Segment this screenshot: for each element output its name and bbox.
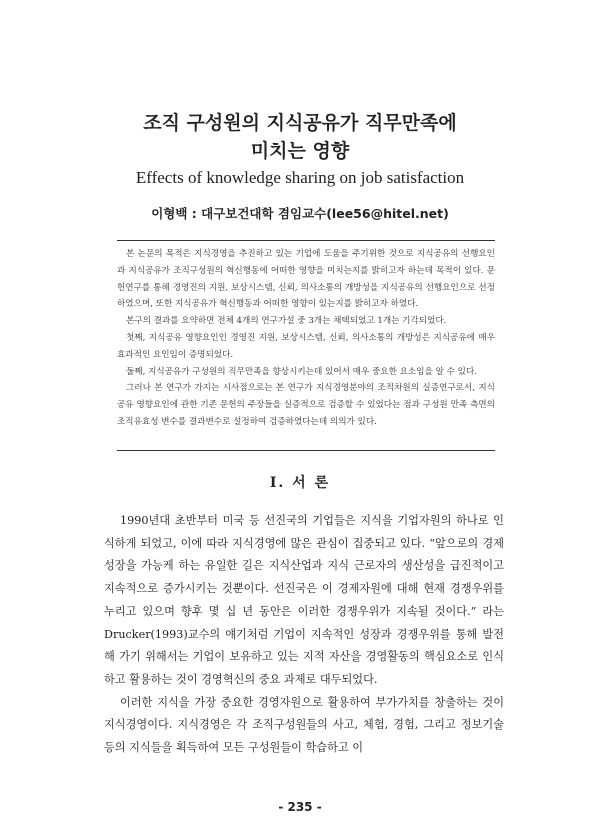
body-paragraph: 1990년대 초반부터 미국 등 선진국의 기업들은 지식을 기업자원의 하나로 인식하게 되었고, 이에 따라 지식경영에 많은 관심이 집중되고 있다. “앞으로의 경제 성장을 가능케 하는 유일한 길은 지식산업과 지식 근로자의 생산성을 급진적이고 지속적으로 증가시키는 것뿐이다. 선진국은 이 경제자원에 대해 현재 경쟁우위를 누리고 있으며 향후 몇 십 년 동안은 이러한 경쟁우위가 지속될 것이다.” 라는 Drucker(1993)교수의 얘기처럼 기업이 지속적인 성장과 경쟁우위를 통해 발전해 가기 위해서는 기업이 보유하고 있는 지적 자산을 경영활동의 핵심요소로 인식하고 활용하는 것이 경영혁신의 중요 과제로 대두되었다. [104,514,504,686]
paper-title-line-2: 미치는 영향 [250,140,350,162]
abstract-paragraph: 본구의 결과를 요약하면 전체 4개의 연구가설 중 3개는 채택되었고 1개는 기각되었다. [126,316,447,327]
abstract-paragraph: 첫째, 지식공유 영향요인인 경영진 지원, 보상시스템, 신뢰, 의사소통의 개방성은 지식공유에 매우 효과적인 요인임이 증명되었다. [117,332,495,360]
page-number: - 235 - [278,800,322,814]
abstract-paragraph: 둘째, 지식공유가 구성원의 직무만족을 향상시키는데 있어서 매우 중요한 요소임을 알 수 있다. [126,366,477,377]
body-text [104,510,504,760]
abstract-top-rule [117,240,495,241]
abstract-bottom-rule [117,450,495,451]
abstract-paragraph: 본 논문의 목적은 지식경영을 추진하고 있는 기업에 도움을 주기위한 것으로 지식공유의 선행요인과 지식공유가 조직구성원의 혁신행동에 어떠한 영향을 미치는지를 밝히고자 하는데 목적이 있다. 문헌연구를 통해 경영진의 지원, 보상시스템, 신뢰, 의사소통의 개방성을 지식공유의 선행요인으로 선정하였으며, 또한 지식공유가 혁신행동과 어떠한 영향이 있는지를 밝히고자 하였다. [117,249,495,310]
abstract [117,246,495,431]
paper-title-english: Effects of knowledge sharing on job satisfaction [135,168,465,187]
paper-title-line-1: 조직 구성원의 지식공유가 직무만족에 [143,112,457,134]
section-heading: Ⅰ. 서 론 [269,475,331,491]
author-line: 이형백 : 대구보건대학 겸임교수(lee56@hitel.net) [151,206,449,221]
body-paragraph: 이러한 지식을 가장 중요한 경영자원으로 활용하여 부가가치를 창출하는 것이 지식경영이다. 지식경영은 각 조직구성원들의 사고, 체험, 경험, 그리고 정보기술 등의 지식들을 획득하여 모든 구성원들이 학습하고 이 [104,695,504,755]
abstract-paragraph: 그러나 본 연구가 가지는 시사점으로는 본 연구가 지식경영분야의 조직차원의 실증연구로서, 지식공유 영향요인에 관한 기존 문헌의 주장들을 실증적으로 검증할 수 있었다는 점과 구성원 만족 측면의 조직유효성 변수를 결과변수로 설정하여 검증하였다는데 의의가 있다. [117,383,495,427]
